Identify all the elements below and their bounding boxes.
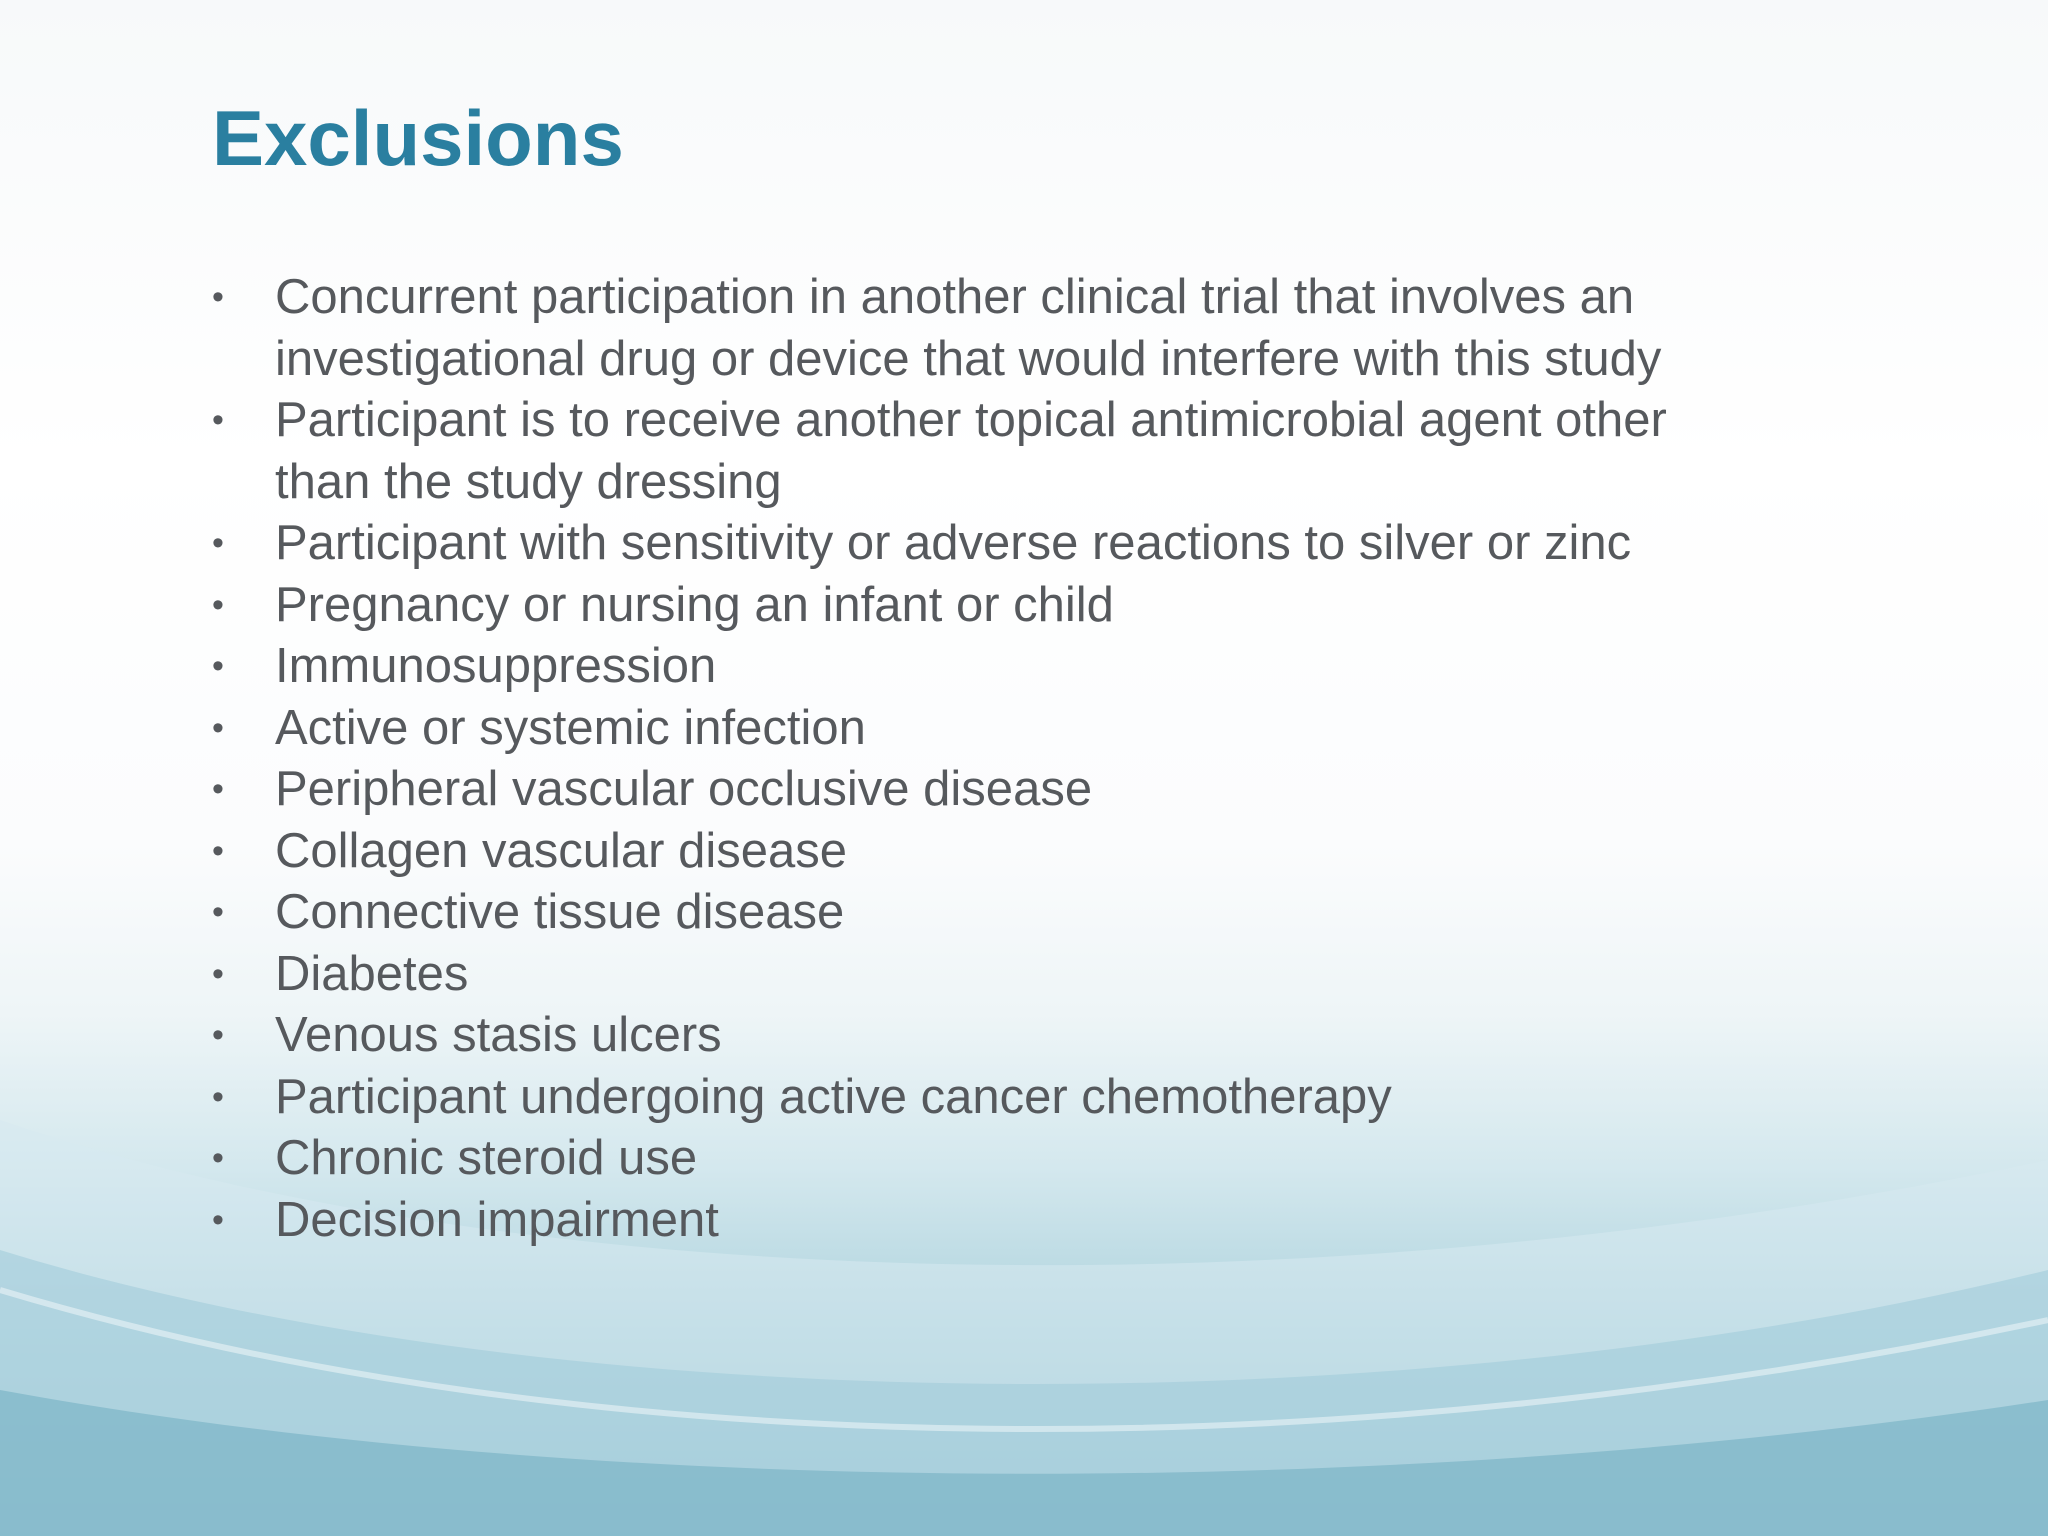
bullet-icon: • [212, 1139, 224, 1177]
bullet-icon: • [212, 585, 224, 624]
list-item-text: Participant undergoing active cancer chemotherapy [275, 1069, 1392, 1124]
list-item-text: Concurrent participation in another clinical trial that involves an investigational drug or device that would interfere with this study [275, 270, 1662, 386]
list-item [212, 390, 1772, 513]
list-item-text: Venous stasis ulcers [275, 1008, 722, 1062]
list-item [212, 1190, 1772, 1252]
bullet-icon: • [212, 524, 224, 562]
list-item [212, 513, 1772, 575]
list-item [212, 759, 1772, 821]
list-item [212, 944, 1772, 1006]
exclusions-list [212, 267, 1772, 1251]
list-item-text: Participant with sensitivity or adverse reactions to silver or zinc [275, 516, 1632, 570]
list-item-text: Active or systemic infection [275, 700, 866, 755]
list-item-text: Pregnancy or nursing an infant or child [275, 577, 1114, 632]
list-item-text: Collagen vascular disease [275, 823, 847, 878]
bullet-icon: • [212, 954, 224, 993]
list-item [212, 698, 1772, 760]
list-item-text: Immunosuppression [275, 639, 717, 693]
list-item-text: Chronic steroid use [275, 1131, 698, 1185]
list-item [212, 1067, 1772, 1129]
list-item [212, 575, 1772, 637]
slide-title: Exclusions [212, 94, 624, 182]
bullet-icon: • [212, 770, 224, 808]
bullet-icon: • [212, 1016, 224, 1054]
list-item [212, 821, 1772, 883]
bullet-icon: • [212, 1200, 224, 1239]
list-item-text: Diabetes [275, 946, 469, 1001]
list-item-text: Decision impairment [275, 1192, 719, 1247]
list-item [212, 1128, 1772, 1190]
list-item-text: Participant is to receive another topical antimicrobial agent other than the study dressing [275, 393, 1667, 509]
list-item [212, 882, 1772, 944]
bullet-icon: • [212, 1077, 224, 1116]
list-item [212, 267, 1772, 390]
bullet-icon: • [212, 278, 224, 316]
bullet-icon: • [212, 831, 224, 870]
list-item [212, 1005, 1772, 1067]
list-item-text: Connective tissue disease [275, 885, 845, 939]
list-item [212, 636, 1772, 698]
list-item-text: Peripheral vascular occlusive disease [275, 762, 1093, 816]
bullet-icon: • [212, 708, 224, 747]
bullet-icon: • [212, 893, 224, 931]
bullet-icon: • [212, 647, 224, 685]
bullet-icon: • [212, 401, 224, 439]
